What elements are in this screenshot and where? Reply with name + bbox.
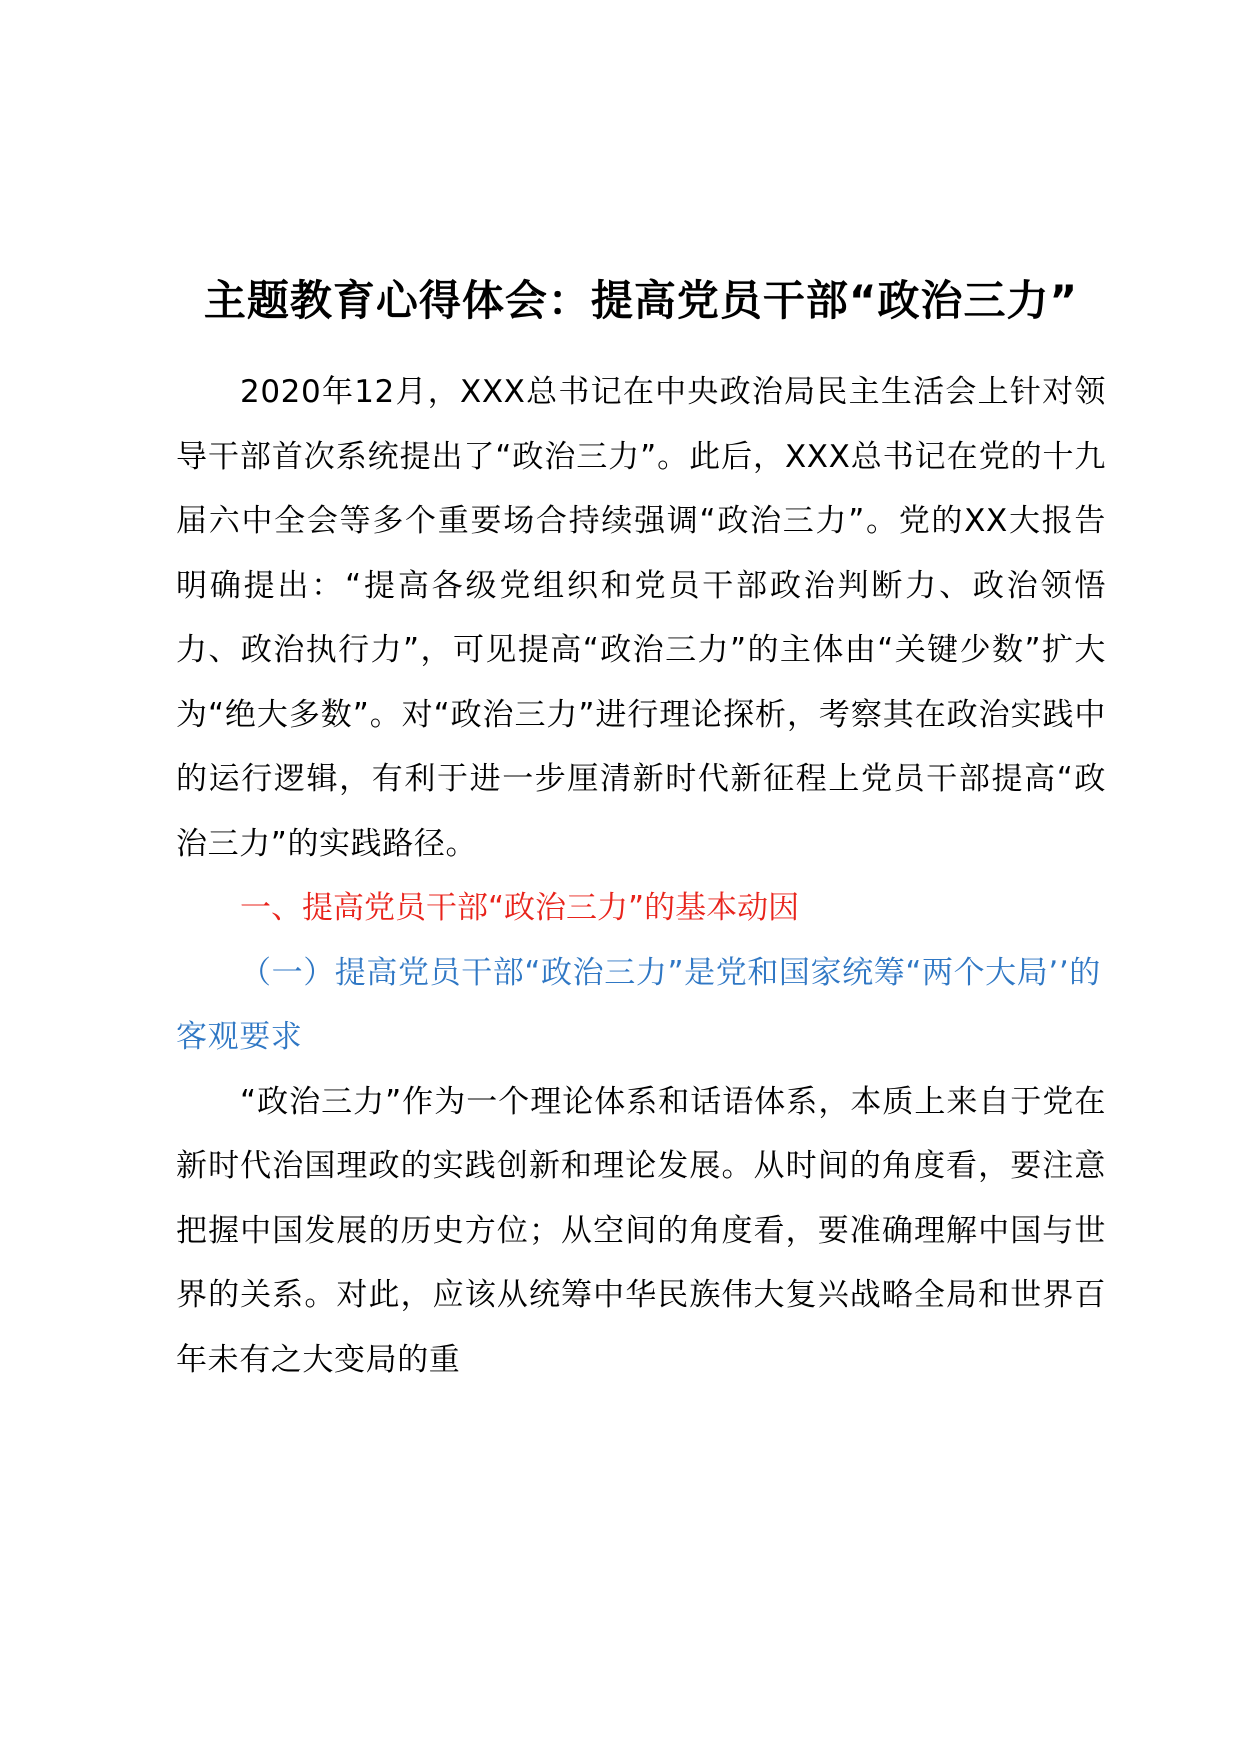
document-title: 主题教育心得体会：提高党员干部“政治三力” [203,276,1079,325]
body-paragraph: “政治三力”作为一个理论体系和话语体系，本质上来自于党在新时代治国理政的实践创新和理论发展。从时间的角度看，要注意把握中国发展的历史方位；从空间的角度看，要准确理解中国与世界的关系。对此，应该从统筹中华民族伟大复兴战略全局和世界百年未有之大变局的重 [176,1083,1106,1378]
document-page [176,270,1106,1392]
section-heading: 一、提高党员干部“政治三力”的基本动因 [240,890,800,926]
subsection-heading: （一）提高党员干部“政治三力”是党和国家统筹“两个大局’’的客观要求 [176,954,1101,1055]
intro-paragraph: 2020年12月，XXX总书记在中央政治局民主生活会上针对领导干部首次系统提出了“政治三力”。此后，XXX总书记在党的十九届六中全会等多个重要场合持续强调“政治三力”。党的XX大报告明确提出：“提高各级党组织和党员干部政治判断力、政治领悟力、政治执行力”，可见提高“政治三力”的主体由“关键少数”扩大为“绝大多数”。对“政治三力”进行理论探析，考察其在政治实践中的运行逻辑，有利于进一步厘清新时代新征程上党员干部提高“政治三力”的实践路径。 [176,374,1106,862]
